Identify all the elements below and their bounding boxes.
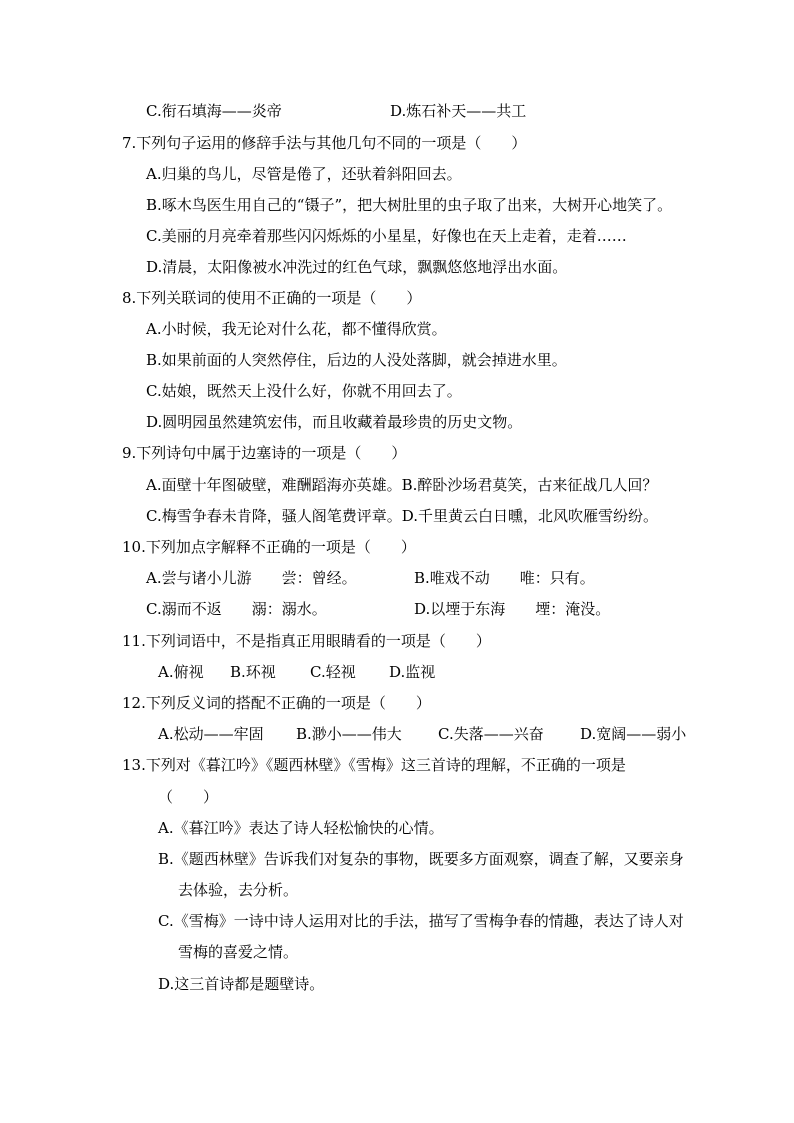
q11-option-a: A.俯视: [158, 663, 204, 681]
q13-stem: 13.下列对《暮江吟》《题西林壁》《雪梅》这三首诗的理解，不正确的一项是: [122, 756, 626, 774]
q11-option-d: D.监视: [389, 663, 436, 681]
q8-option-a: A.小时候，我无论对什么花，都不懂得欣赏。: [146, 320, 447, 338]
q12-option-a: A.松动——牢固: [158, 725, 264, 743]
q13-option-b-line2: 去体验，去分析。: [178, 881, 299, 899]
q7-option-d: D.清晨，太阳像被水冲洗过的红色气球，飘飘悠悠地浮出水面。: [146, 258, 568, 276]
q11-option-c: C.轻视: [310, 663, 356, 681]
q7-option-c: C.美丽的月亮牵着那些闪闪烁烁的小星星，好像也在天上走着，走着……: [146, 227, 627, 245]
q10-option-a: A.尝与诸小儿游 尝：曾经。: [146, 569, 357, 587]
q8-option-d: D.圆明园虽然建筑宏伟，而且收藏着最珍贵的历史文物。: [146, 413, 523, 431]
q13-option-c-line1: C.《雪梅》一诗中诗人运用对比的手法，描写了雪梅争春的情趣，表达了诗人对: [158, 912, 684, 930]
q8-option-c: C.姑娘，既然天上没什么好，你就不用回去了。: [146, 382, 462, 400]
q12-stem: 12.下列反义词的搭配不正确的一项是（ ）: [122, 694, 431, 712]
q11-stem: 11.下列词语中，不是指真正用眼睛看的一项是（ ）: [122, 632, 491, 650]
q13-option-c-line2: 雪梅的喜爱之情。: [178, 943, 299, 961]
q12-option-c: C.失落——兴奋: [438, 725, 544, 743]
q9-stem: 9.下列诗句中属于边塞诗的一项是（ ）: [122, 444, 407, 462]
q8-stem: 8.下列关联词的使用不正确的一项是（ ）: [122, 289, 422, 307]
q10-stem: 10.下列加点字解释不正确的一项是（ ）: [122, 538, 416, 556]
q6-option-d: D.炼石补天——共工: [390, 102, 527, 120]
q9-options-ab: A.面壁十年图破壁，难酬蹈海亦英雄。B.醉卧沙场君莫笑，古来征战几人回？: [146, 476, 658, 494]
q6-option-c: C.衔石填海——炎帝: [146, 102, 282, 120]
q10-option-c: C.溺而不返 溺：溺水。: [146, 600, 327, 618]
q13-option-b-line1: B.《题西林壁》告诉我们对复杂的事物，既要多方面观察，调查了解，又要亲身: [158, 850, 684, 868]
q7-option-a: A.归巢的鸟儿，尽管是倦了，还驮着斜阳回去。: [146, 165, 462, 183]
q7-option-b: B.啄木鸟医生用自己的“镊子”，把大树肚里的虫子取了出来，大树开心地笑了。: [146, 196, 673, 214]
q13-option-a: A.《暮江吟》表达了诗人轻松愉快的心情。: [158, 819, 444, 837]
q7-stem: 7.下列句子运用的修辞手法与其他几句不同的一项是（ ）: [122, 134, 527, 152]
q12-option-d: D.宽阔——弱小: [580, 725, 687, 743]
q11-option-b: B.环视: [230, 663, 276, 681]
q8-option-b: B.如果前面的人突然停住，后边的人没处落脚，就会掉进水里。: [146, 351, 567, 369]
q13-option-d: D.这三首诗都是题壁诗。: [158, 975, 325, 993]
q10-option-b: B.唯戏不动 唯：只有。: [414, 569, 595, 587]
q9-options-cd: C.梅雪争春未肯降，骚人阁笔费评章。D.千里黄云白日曛，北风吹雁雪纷纷。: [146, 507, 658, 525]
q13-answer-paren: （ ）: [158, 788, 219, 806]
q12-option-b: B.渺小——伟大: [296, 725, 402, 743]
q10-option-d: D.以堙于东海 堙：淹没。: [414, 600, 611, 618]
